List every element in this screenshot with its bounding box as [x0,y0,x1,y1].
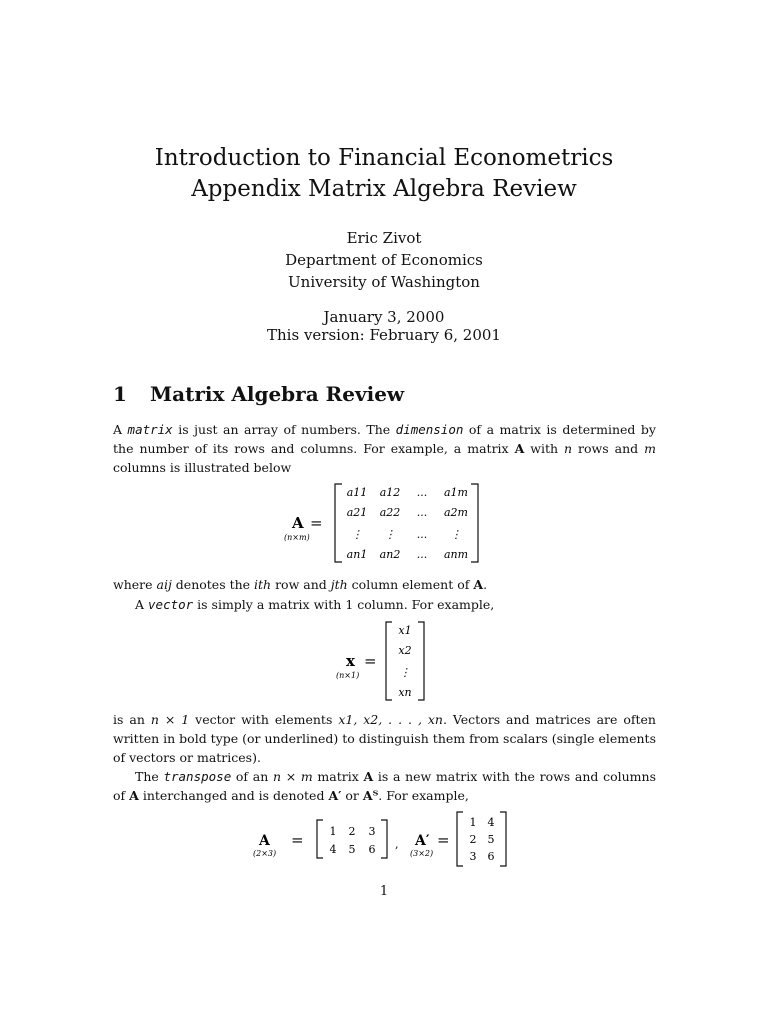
eq3-lhs-dimension: (2×3) [253,849,277,858]
version-date: This version: February 6, 2001 [267,326,501,344]
symbol-m: m [644,441,656,456]
symbol-A: A [129,788,139,803]
symbol-jth: jth [330,577,348,592]
paragraph-intro: A matrix is just an array of numbers. The dimension of a matrix is determined by the number of its rows and columns. For example, a matrix A with n rows and m columns is illustrated below [113,422,656,475]
section-heading [113,382,404,406]
equation-transpose-example [245,810,525,870]
symbol-aij: aij [156,577,172,592]
matrix-cell: a2m [444,506,468,519]
eq3-rhs-equals: = [437,831,450,849]
eq2-equals: = [364,652,377,670]
symbol-ith: ith [254,577,272,592]
symbol-n: n [564,441,573,456]
symbol-A: A [473,577,484,592]
eq2-lhs-dimension: (n×1) [336,671,360,680]
matrix-cell: an1 [346,548,368,561]
author-university: University of Washington [288,273,480,291]
eq1-lhs: A [292,514,304,532]
matrix-cell: ⋮ [384,528,396,541]
page-number: 1 [379,884,389,899]
matrix-cell: a21 [346,506,368,519]
matrix-cell: 1 [469,816,477,829]
matrix-cell: ⋮ [450,528,462,541]
eq3-rhs-lhs: A′ [415,833,430,849]
matrix-cell: ... [416,528,428,541]
author-name: Eric Zivot [346,229,422,247]
symbol-A-prime: A′ [328,788,342,803]
eq3-lhs: A [259,833,270,849]
symbol-n-by-m: n × m [272,769,313,784]
matrix-cell: ... [416,548,428,561]
title-line-2: Appendix Matrix Algebra Review [191,176,577,202]
vector-cell: x2 [398,644,412,657]
symbol-A-transpose: Aᵀ [362,788,379,803]
matrix-cell: ... [416,486,428,499]
section-number: 1 [113,382,127,406]
paragraph-element-definition: where aij denotes the ith row and jth column element of A. [113,577,488,592]
vector-cell: x1 [398,624,412,637]
eq3-rhs-dimension: (3×2) [410,849,434,858]
term-vector: vector [148,597,194,612]
term-transpose: transpose [163,769,232,784]
paragraph-vector: A vector is simply a matrix with 1 column. For example, [135,597,495,612]
title-line-1: Introduction to Financial Econometrics [154,145,614,171]
symbol-A: A [363,769,374,784]
matrix-cell: 4 [329,843,337,856]
date: January 3, 2000 [323,308,445,326]
matrix-cell: 5 [487,833,495,846]
symbol-A: A [514,441,525,456]
paragraph-transpose: The transpose of an n × m matrix A is a new matrix with the rows and columns of A interchanged and is denoted A′ or Aᵀ. For example, [113,769,656,803]
term-matrix: matrix [127,422,173,437]
equation-vector-x [330,618,440,704]
matrix-cell: 5 [348,843,356,856]
matrix-cell: a12 [379,486,401,499]
author-department: Department of Economics [285,251,483,269]
matrix-cell: ⋮ [351,528,363,541]
matrix-cell: a11 [346,486,368,499]
matrix-cell: 6 [368,843,376,856]
matrix-cell: ... [416,506,428,519]
matrix-cell: a1m [444,486,468,499]
matrix-cell: anm [443,548,469,561]
equation-matrix-A [270,480,500,566]
term-dimension: dimension [395,422,464,437]
matrix-cell: 1 [329,825,337,838]
matrix-cell: an2 [379,548,401,561]
matrix-cell: 6 [487,850,495,863]
matrix-cell: 3 [368,825,376,838]
matrix-cell: 2 [348,825,356,838]
symbol-n-by-1: n × 1 [150,712,190,727]
eq1-equals: = [310,514,323,532]
section-title: Matrix Algebra Review [150,382,405,406]
eq3-comma: , [395,838,399,851]
paragraph-vector-notation: is an n × 1 vector with elements x1, x2, . . . , xn. Vectors and matrices are often written in bold type (or underlined) to distinguish them from scalars (single elements of vectors or matrices). [113,712,656,765]
vector-cell: xn [398,686,412,699]
symbol-vector-elements: x1, x2, . . . , xn [338,712,443,727]
eq3-equals: = [291,831,304,849]
eq2-lhs: x [346,652,355,670]
vector-cell: ⋮ [399,666,411,679]
eq1-lhs-dimension: (n×m) [284,533,310,542]
matrix-cell: 4 [487,816,495,829]
matrix-cell: a22 [379,506,401,519]
matrix-cell: 3 [469,850,477,863]
matrix-cell: 2 [469,833,477,846]
